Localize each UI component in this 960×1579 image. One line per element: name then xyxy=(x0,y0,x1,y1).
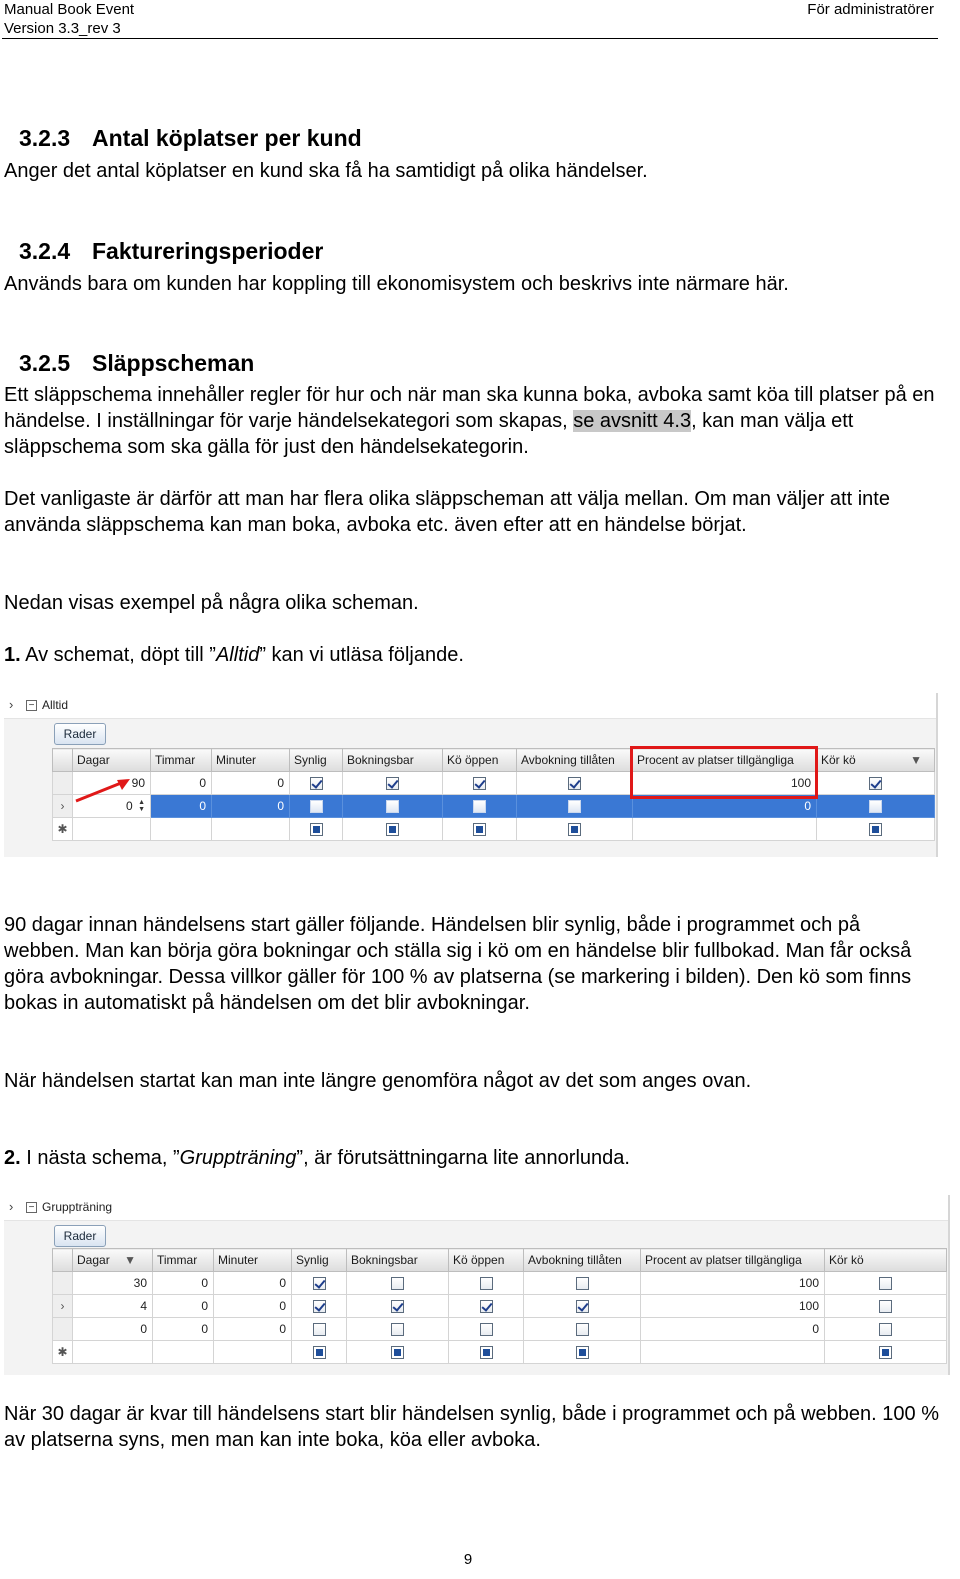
cell-minuter[interactable]: 0 xyxy=(212,772,290,795)
cell-timmar[interactable]: 0 xyxy=(153,1295,214,1318)
cell-kor-ko xyxy=(817,772,935,795)
column-header-timmar[interactable]: Timmar xyxy=(151,749,212,772)
column-header-avbokning[interactable]: Avbokning tillåten xyxy=(517,749,633,772)
avbokning-checkbox[interactable] xyxy=(576,1277,589,1290)
text-part: I nästa schema, ” xyxy=(20,1147,180,1169)
cell-avbokning xyxy=(517,795,633,818)
cell-kor-ko xyxy=(825,1272,947,1295)
paragraph-release-schedules: Det vanligaste är därför att man har flera olika släppscheman att välja mellan. Om man väljer att inte använda släppschema kan man boka, avboka etc. även efter att en händelse börjat. xyxy=(4,488,890,536)
text-part: ” kan vi utläsa följande. xyxy=(259,644,464,666)
column-header-ko-oppen[interactable]: Kö öppen xyxy=(449,1249,524,1272)
column-header-timmar[interactable]: Timmar xyxy=(153,1249,214,1272)
cell-procent[interactable] xyxy=(641,1341,825,1364)
text-part: , kan man välja ett släppschema som ska gälla för just den händelsekategorin. xyxy=(4,410,854,458)
row-indicator xyxy=(53,772,73,795)
cell-dagar[interactable]: 90 xyxy=(73,772,151,795)
cell-minuter[interactable]: 0 xyxy=(214,1318,292,1341)
bokningsbar-checkbox[interactable] xyxy=(386,777,399,790)
cell-bokningsbar xyxy=(343,772,443,795)
section-text-3-2-5 xyxy=(4,382,939,460)
cell-timmar[interactable]: 0 xyxy=(151,772,212,795)
cell-avbokning xyxy=(517,818,633,841)
cell-bokningsbar xyxy=(347,1318,449,1341)
spin-value[interactable]: 0 xyxy=(125,798,133,813)
bokningsbar-checkbox[interactable] xyxy=(391,1346,404,1359)
doc-title: Manual Book Event xyxy=(4,1,135,18)
cell-bokningsbar xyxy=(343,818,443,841)
section-reference-link[interactable]: se avsnitt 4.3 xyxy=(573,410,692,432)
avbokning-checkbox[interactable] xyxy=(576,1346,589,1359)
example-number: 2. xyxy=(4,1147,21,1169)
ko-oppen-checkbox[interactable] xyxy=(473,777,486,790)
column-header-synlig[interactable]: Synlig xyxy=(292,1249,347,1272)
example-2-caption xyxy=(4,1145,939,1171)
filter-dropdown-icon[interactable]: ▼ xyxy=(910,753,922,767)
row-indicator-header xyxy=(53,1249,73,1272)
avbokning-checkbox[interactable] xyxy=(576,1300,589,1313)
cell-procent[interactable]: 0 xyxy=(641,1318,825,1341)
highlight-marker xyxy=(630,746,818,799)
group-header xyxy=(4,693,936,719)
current-row-icon: › xyxy=(53,795,73,818)
column-label: Dagar xyxy=(77,1253,110,1267)
avbokning-checkbox[interactable] xyxy=(568,823,581,836)
cell-minuter[interactable]: 0 xyxy=(212,795,290,818)
cell-procent[interactable]: 100 xyxy=(641,1295,825,1318)
tab-rader[interactable]: Rader xyxy=(54,723,106,745)
ko-oppen-checkbox[interactable] xyxy=(480,1346,493,1359)
cell-ko-oppen xyxy=(449,1318,524,1341)
cell-timmar[interactable] xyxy=(153,1341,214,1364)
bokningsbar-checkbox[interactable] xyxy=(391,1323,404,1336)
column-header-procent[interactable]: Procent av platser tillgängliga xyxy=(633,749,817,772)
cell-bokningsbar xyxy=(347,1341,449,1364)
cell-avbokning xyxy=(517,772,633,795)
text-part: Av schemat, döpt till ” xyxy=(20,644,216,666)
doc-audience: För administratörer xyxy=(807,1,934,18)
group-header xyxy=(4,1195,948,1221)
cell-synlig xyxy=(292,1341,347,1364)
column-header-kor-ko[interactable]: Kör kö xyxy=(825,1249,947,1272)
column-header-minuter[interactable]: Minuter xyxy=(214,1249,292,1272)
column-header-avbokning[interactable]: Avbokning tillåten xyxy=(524,1249,641,1272)
example-number: 1. xyxy=(4,644,21,666)
cell-ko-oppen xyxy=(449,1272,524,1295)
cell-bokningsbar xyxy=(347,1295,449,1318)
section-heading-3-2-5 xyxy=(19,349,254,377)
row-indicator xyxy=(53,1272,73,1295)
schema-name: Alltid xyxy=(215,644,260,666)
cell-kor-ko xyxy=(825,1318,947,1341)
cell-dagar[interactable]: 0 xyxy=(73,1318,153,1341)
section-number: 3.2.5 xyxy=(19,350,71,376)
cell-procent[interactable]: 100 xyxy=(641,1272,825,1295)
section-heading-3-2-4 xyxy=(19,237,323,265)
cell-timmar[interactable]: 0 xyxy=(153,1318,214,1341)
cell-synlig xyxy=(292,1272,347,1295)
cell-minuter[interactable]: 0 xyxy=(214,1295,292,1318)
kor-ko-checkbox[interactable] xyxy=(869,823,882,836)
ko-oppen-checkbox[interactable] xyxy=(480,1300,493,1313)
kor-ko-checkbox[interactable] xyxy=(879,1300,892,1313)
column-header-bokningsbar[interactable]: Bokningsbar xyxy=(347,1249,449,1272)
grid-header-row xyxy=(53,1249,947,1272)
cell-kor-ko xyxy=(817,795,935,818)
example-1-caption xyxy=(4,642,939,668)
column-header-procent[interactable]: Procent av platser tillgängliga xyxy=(641,1249,825,1272)
cell-ko-oppen xyxy=(443,795,517,818)
cell-minuter[interactable]: 0 xyxy=(214,1272,292,1295)
group-title: Alltid xyxy=(42,698,69,712)
cell-ko-oppen xyxy=(443,818,517,841)
cell-synlig xyxy=(292,1295,347,1318)
cell-timmar[interactable]: 0 xyxy=(153,1272,214,1295)
cell-procent[interactable] xyxy=(633,818,817,841)
column-header-synlig[interactable]: Synlig xyxy=(290,749,343,772)
schema-name: Gruppträning xyxy=(179,1147,297,1169)
new-row-asterisk-icon: ✱ xyxy=(53,1341,73,1364)
section-text-3-2-3: Anger det antal köplatser en kund ska få ha samtidigt på olika händelser. xyxy=(4,160,648,182)
section-title: Faktureringsperioder xyxy=(92,238,324,264)
section-heading-3-2-3 xyxy=(19,124,362,152)
cell-minuter[interactable] xyxy=(212,818,290,841)
grid-table xyxy=(52,1248,947,1364)
ko-oppen-checkbox[interactable] xyxy=(473,800,486,813)
cell-avbokning xyxy=(524,1272,641,1295)
synlig-checkbox[interactable] xyxy=(313,1323,326,1336)
cell-dagar[interactable] xyxy=(73,818,151,841)
column-header-dagar[interactable]: Dagar xyxy=(73,749,151,772)
cell-timmar[interactable]: 0 xyxy=(151,795,212,818)
column-label: Kör kö xyxy=(821,753,856,767)
section-number: 3.2.3 xyxy=(19,125,71,151)
row-indicator xyxy=(53,1318,73,1341)
chevron-right-icon[interactable]: › xyxy=(9,1199,14,1214)
text-part: ”, är förutsättningarna lite annorlunda. xyxy=(296,1147,630,1169)
section-title: Släppscheman xyxy=(92,350,255,376)
cell-ko-oppen xyxy=(443,772,517,795)
collapse-icon[interactable]: − xyxy=(26,1202,37,1213)
cell-synlig xyxy=(290,795,343,818)
page-number: 9 xyxy=(463,1551,473,1568)
column-header-bokningsbar[interactable]: Bokningsbar xyxy=(343,749,443,772)
new-row-asterisk-icon: ✱ xyxy=(53,818,73,841)
column-header-dagar[interactable] xyxy=(73,1249,153,1272)
paragraph-after-start: När händelsen startat kan man inte längre genomföra något av det som anges ovan. xyxy=(4,1070,752,1092)
column-header-kor-ko[interactable] xyxy=(817,749,935,772)
section-title: Antal köplatser per kund xyxy=(92,125,362,151)
cell-ko-oppen xyxy=(449,1295,524,1318)
cell-synlig xyxy=(290,818,343,841)
new-row[interactable] xyxy=(53,818,935,841)
schedule-grid-alltid xyxy=(4,693,938,857)
table-row[interactable] xyxy=(53,1318,947,1341)
cell-synlig xyxy=(290,772,343,795)
section-number: 3.2.4 xyxy=(19,238,71,264)
synlig-checkbox[interactable] xyxy=(313,1300,326,1313)
paragraph-gruppträning-explanation: När 30 dagar är kvar till händelsens start blir händelsen synlig, både i programmet och på webben. 100 % av platserna syns, men man kan inte boka, köa eller avboka. xyxy=(4,1403,939,1451)
current-row-icon: › xyxy=(53,1295,73,1318)
cell-bokningsbar xyxy=(343,795,443,818)
paragraph-alltid-explanation: 90 dagar innan händelsens start gäller följande. Händelsen blir synlig, både i programmet och på webben. Man kan börja göra bokningar och ställa sig i kö om en händelse blir fullbokad. Man får också göra avbokningar. Dessa villkor gäller för 100 % av platserna (se markering i bilden). Den kö som finns bokas in automatiskt på händelsen om det blir avbokningar. xyxy=(4,914,912,1014)
synlig-checkbox[interactable] xyxy=(310,800,323,813)
synlig-checkbox[interactable] xyxy=(313,1346,326,1359)
schedule-grid-gruppträning xyxy=(4,1195,950,1375)
spinner-icon[interactable]: ▲ ▼ xyxy=(138,799,145,814)
row-indicator-header xyxy=(53,749,73,772)
document-header-left xyxy=(4,0,134,38)
cell-procent[interactable]: 100 xyxy=(633,772,817,795)
cell-avbokning xyxy=(524,1295,641,1318)
cell-bokningsbar xyxy=(347,1272,449,1295)
cell-dagar[interactable] xyxy=(73,1341,153,1364)
section-text-3-2-4: Används bara om kunden har koppling till ekonomisystem och beskrivs inte närmare här. xyxy=(4,273,789,295)
paragraph-examples-intro: Nedan visas exempel på några olika scheman. xyxy=(4,592,419,614)
table-row[interactable] xyxy=(53,1295,947,1318)
cell-avbokning xyxy=(524,1318,641,1341)
text-part: Ett släppschema innehåller regler för hur och när man ska kunna boka, avboka samt köa till platser på en händelse. I inställningar för varje händelsekategori som skapas, xyxy=(4,384,935,432)
kor-ko-checkbox[interactable] xyxy=(869,800,882,813)
cell-minuter[interactable] xyxy=(214,1341,292,1364)
bokningsbar-checkbox[interactable] xyxy=(391,1300,404,1313)
kor-ko-checkbox[interactable] xyxy=(879,1346,892,1359)
ko-oppen-checkbox[interactable] xyxy=(480,1277,493,1290)
group-title: Gruppträning xyxy=(42,1200,113,1214)
bokningsbar-checkbox[interactable] xyxy=(391,1277,404,1290)
red-arrow-icon xyxy=(72,776,134,806)
cell-avbokning xyxy=(524,1341,641,1364)
cell-kor-ko xyxy=(825,1341,947,1364)
header-divider xyxy=(2,38,938,39)
cell-dagar[interactable]: 30 xyxy=(73,1272,153,1295)
column-header-ko-oppen[interactable]: Kö öppen xyxy=(443,749,517,772)
tab-rader[interactable]: Rader xyxy=(54,1225,106,1247)
new-row[interactable] xyxy=(53,1341,947,1364)
synlig-checkbox[interactable] xyxy=(310,777,323,790)
cell-ko-oppen xyxy=(449,1341,524,1364)
doc-version: Version 3.3_rev 3 xyxy=(4,20,121,37)
cell-kor-ko xyxy=(825,1295,947,1318)
bokningsbar-checkbox[interactable] xyxy=(386,800,399,813)
ko-oppen-checkbox[interactable] xyxy=(473,823,486,836)
chevron-right-icon[interactable]: › xyxy=(9,697,14,712)
synlig-checkbox[interactable] xyxy=(310,823,323,836)
kor-ko-checkbox[interactable] xyxy=(869,777,882,790)
cell-timmar[interactable] xyxy=(151,818,212,841)
avbokning-checkbox[interactable] xyxy=(568,777,581,790)
cell-procent[interactable]: 0 xyxy=(633,795,817,818)
ko-oppen-checkbox[interactable] xyxy=(480,1323,493,1336)
cell-synlig xyxy=(292,1318,347,1341)
avbokning-checkbox[interactable] xyxy=(576,1323,589,1336)
synlig-checkbox[interactable] xyxy=(313,1277,326,1290)
column-header-minuter[interactable]: Minuter xyxy=(212,749,290,772)
avbokning-checkbox[interactable] xyxy=(568,800,581,813)
table-row[interactable] xyxy=(53,1272,947,1295)
sort-descending-icon[interactable]: ▼ xyxy=(124,1253,136,1267)
collapse-icon[interactable]: − xyxy=(26,700,37,711)
bokningsbar-checkbox[interactable] xyxy=(386,823,399,836)
kor-ko-checkbox[interactable] xyxy=(879,1277,892,1290)
cell-dagar[interactable]: 4 xyxy=(73,1295,153,1318)
kor-ko-checkbox[interactable] xyxy=(879,1323,892,1336)
cell-kor-ko xyxy=(817,818,935,841)
